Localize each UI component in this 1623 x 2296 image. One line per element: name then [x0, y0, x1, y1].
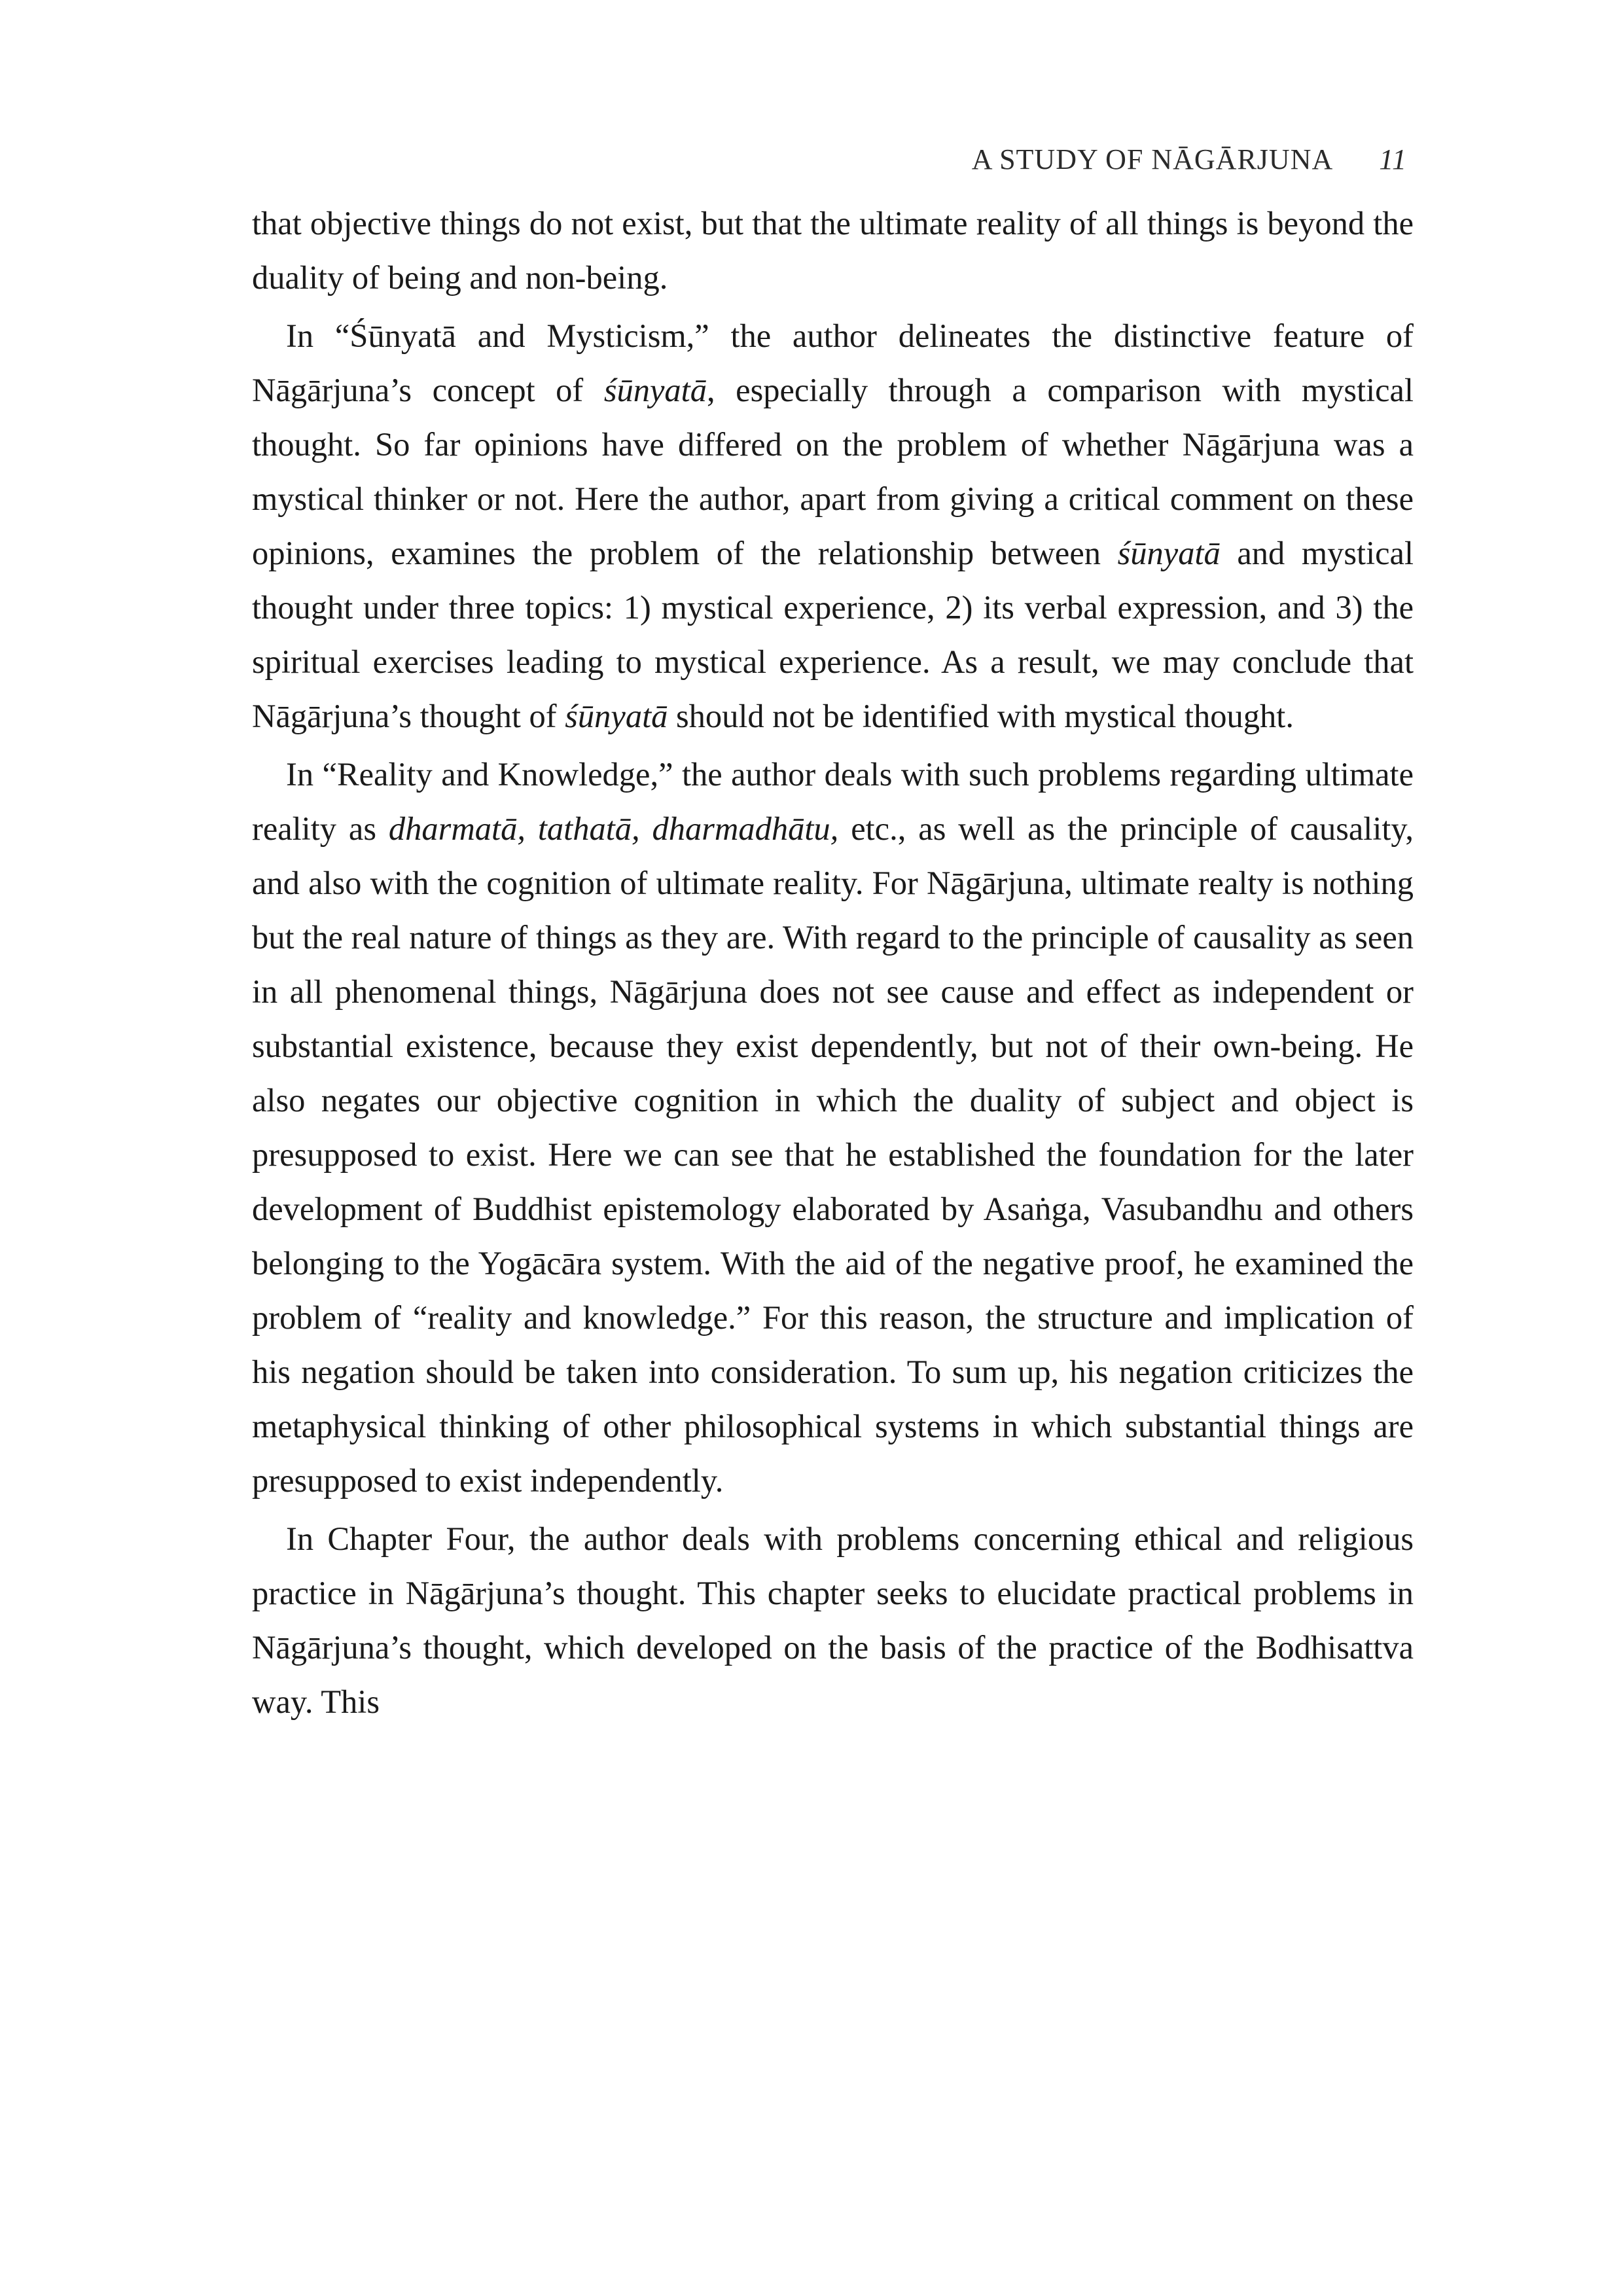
- paragraph-sunyata-mysticism: In “Śūnyatā and Mysticism,” the author delineates the distinctive feature of Nāgārjuna’s concept of śūnyatā, especially through a comparison with mystical thought. So far opinions have differed on the problem of whether Nāgārjuna was a mystical thinker or not. Here the author, apart from giving a critical comment on these opinions, examines the problem of the relationship between śūnyatā and mystical thought under three topics: 1) mystical experience, 2) its verbal expression, and 3) the spiritual exercises leading to mystical experience. As a result, we may conclude that Nāgārjuna’s thought of śūnyatā should not be identified with mystical thought.: [252, 317, 1414, 734]
- term-sunyata: śūnyatā: [1117, 535, 1221, 571]
- term-dharmata-list: dharmatā, tathatā, dharmadhātu,: [388, 810, 839, 847]
- running-head: [972, 143, 1407, 176]
- page-number: 11: [1379, 143, 1407, 175]
- paragraph-chapter-four: In Chapter Four, the author deals with problems concerning ethical and religious practice in Nāgārjuna’s thought. This chapter seeks to elucidate practical problems in Nāgārjuna’s thought, which developed on the basis of the practice of the Bodhisattva way. This: [252, 1520, 1414, 1720]
- body-text: [252, 196, 1414, 1729]
- term-sunyata: śūnyatā: [565, 698, 668, 734]
- paragraph-reality-knowledge: In “Reality and Knowledge,” the author deals with such problems regarding ultimate reality as dharmatā, tathatā, dharmadhātu, etc., as well as the principle of causality, and also with the cognition of ultimate reality. For Nāgārjuna, ultimate realty is nothing but the real nature of things as they are. With regard to the principle of causality as seen in all phenomenal things, Nāgārjuna does not see cause and effect as independent or substantial existence, because they exist dependently, but not of their own-being. He also negates our objective cognition in which the duality of subject and object is presupposed to exist. Here we can see that he established the foundation for the later development of Buddhist epistemology elaborated by Asaṅga, Vasubandhu and others belonging to the Yogācāra system. With the aid of the negative proof, he examined the problem of “reality and knowledge.” For this reason, the structure and implication of his negation should be taken into consideration. To sum up, his negation criticizes the metaphysical thinking of other philosophical systems in which substantial things are presupposed to exist independently.: [252, 756, 1414, 1499]
- running-head-title: A STUDY OF NĀGĀRJUNA: [971, 143, 1334, 175]
- term-sunyata: śūnyatā: [603, 372, 707, 408]
- paragraph-continuation: that objective things do not exist, but that the ultimate reality of all things is beyond the duality of being and non-being.: [252, 205, 1414, 296]
